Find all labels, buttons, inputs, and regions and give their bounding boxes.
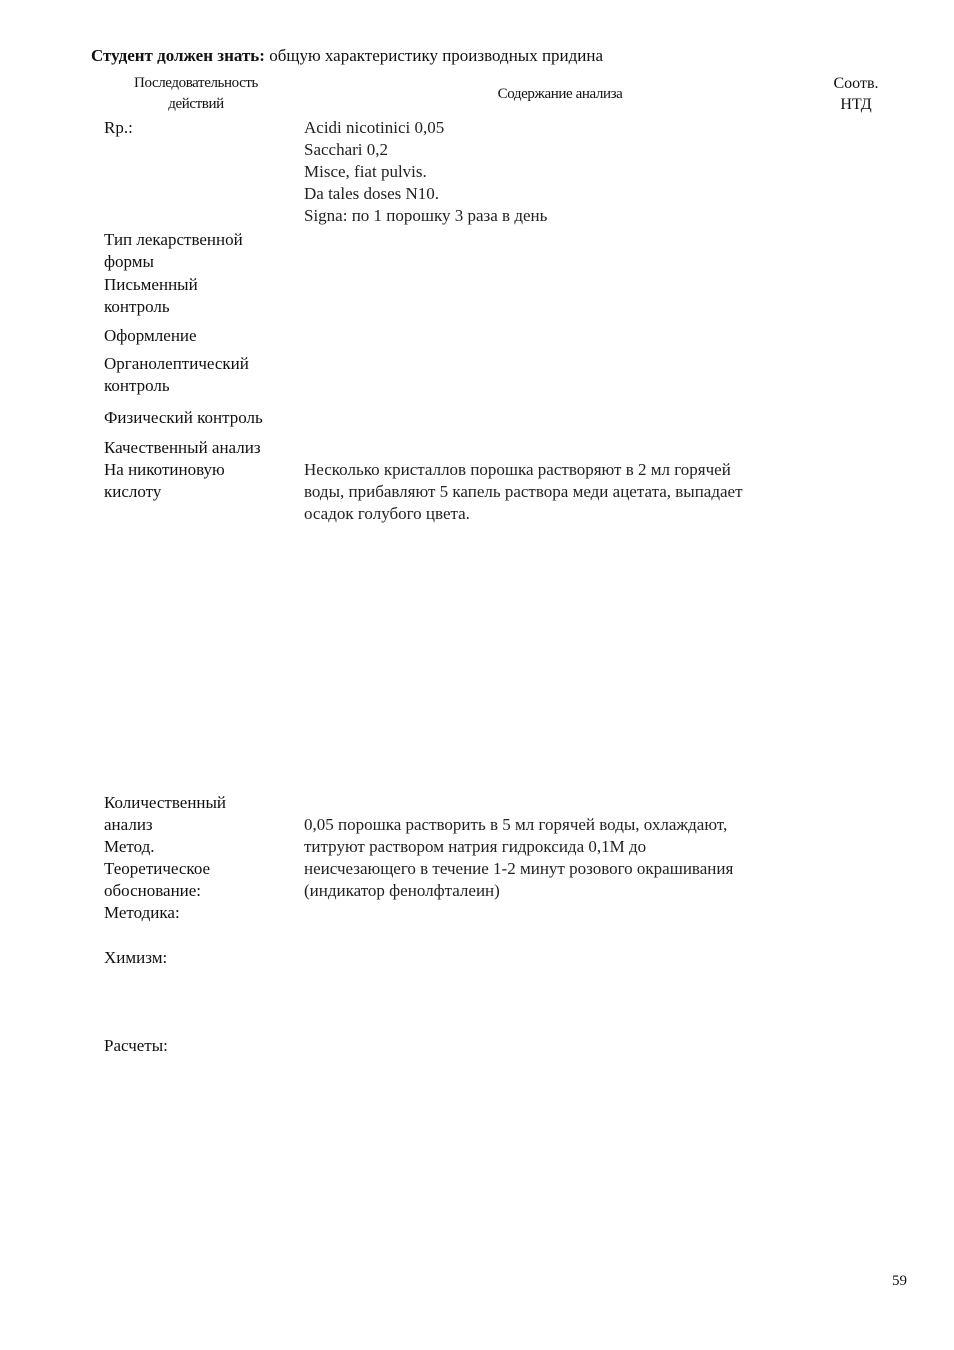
label-quantitative [104, 792, 226, 924]
text-line: (индикатор фенолфталеин) [304, 881, 500, 900]
label-design: Оформление [104, 326, 197, 345]
label-line: анализ [104, 815, 153, 834]
intro-line [91, 46, 603, 66]
header-sequence-line: действий [168, 96, 224, 112]
header-ntd-line: НТД [840, 96, 872, 113]
header-content: Содержание анализа [497, 86, 623, 102]
label-line: Теоретическое [104, 859, 211, 878]
text-line: воды, прибавляют 5 капель раствора меди ацетата, выпадает [304, 482, 743, 501]
label-qualitative [104, 437, 261, 503]
quantitative-text [304, 814, 733, 902]
text-line: титруют раствором натрия гидроксида 0,1М до [304, 837, 647, 856]
label-line: обоснование: [104, 881, 202, 900]
recipe-line: Da tales doses N10. [304, 184, 440, 203]
recipe-line: Acidi nicotinici 0,05 [304, 118, 445, 137]
header-sequence [92, 73, 300, 115]
label-line: На никотиновую [104, 460, 225, 479]
text-line: 0,05 порошка растворить в 5 мл горячей воды, охлаждают, [304, 815, 728, 834]
text-line: Несколько кристаллов порошка растворяют в 2 мл горячей [304, 460, 731, 479]
label-line: контроль [104, 297, 170, 316]
label-form-type [104, 229, 243, 273]
label-written-control [104, 274, 198, 318]
label-line: Органолептический [104, 354, 249, 373]
text-line: неисчезающего в течение 1-2 минут розового окрашивания [304, 859, 734, 878]
label-line: Письменный [104, 275, 198, 294]
label-organoleptic [104, 353, 249, 397]
label-chemism: Химизм: [104, 948, 168, 967]
text-line: осадок голубого цвета. [304, 504, 470, 523]
recipe-line: Misce, fiat pulvis. [304, 162, 427, 181]
page-number: 59 [892, 1273, 907, 1289]
recipe-line: Signa: по 1 порошку 3 раза в день [304, 206, 548, 225]
label-line: Метод. [104, 837, 155, 856]
header-sequence-line: Последовательность [134, 75, 258, 91]
label-line: контроль [104, 376, 170, 395]
header-ntd-line: Соотв. [833, 75, 879, 92]
label-line: Методика: [104, 903, 180, 922]
label-line: Количественный [104, 793, 227, 812]
intro-bold: Студент должен знать: [91, 46, 265, 65]
label-calculations: Расчеты: [104, 1036, 168, 1055]
header-ntd [810, 73, 902, 115]
label-line: Тип лекарственной [104, 230, 243, 249]
recipe-lines [304, 117, 547, 227]
intro-text: общую характеристику производных придина [264, 46, 604, 65]
label-line: кислоту [104, 482, 162, 501]
recipe-label: Rp.: [104, 118, 133, 137]
label-line: формы [104, 252, 154, 271]
qualitative-text [304, 459, 743, 525]
recipe-line: Sacchari 0,2 [304, 140, 389, 159]
label-physical: Физический контроль [104, 408, 263, 427]
label-line: Качественный анализ [104, 438, 261, 457]
